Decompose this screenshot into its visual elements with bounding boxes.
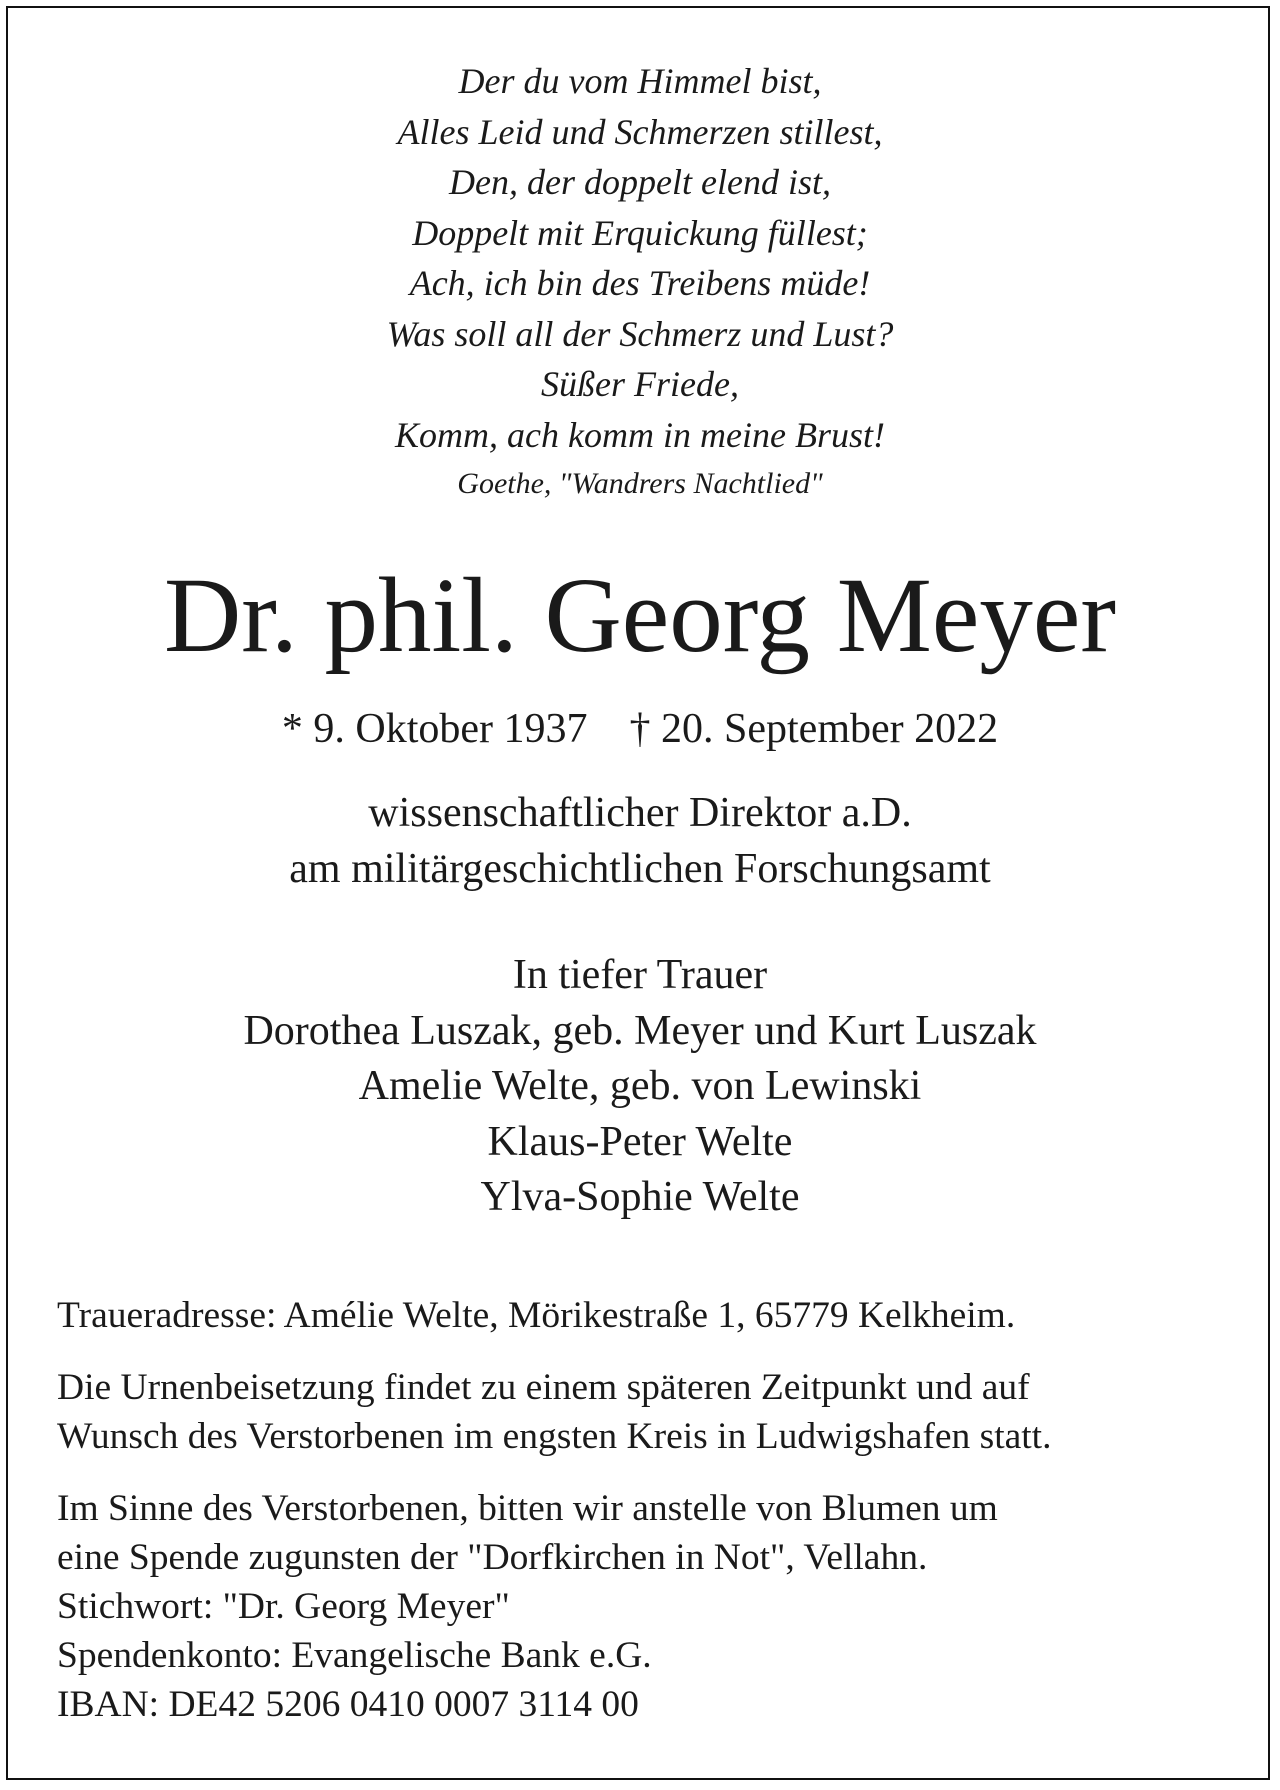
poem-line: Komm, ach komm in meine Brust! bbox=[395, 414, 885, 455]
poem-line: Der du vom Himmel bist, bbox=[458, 61, 822, 101]
death-date: † 20. September 2022 bbox=[629, 706, 999, 752]
mourners bbox=[0, 948, 1280, 1226]
mourner-name: Klaus-Peter Welte bbox=[487, 1118, 793, 1165]
life-dates bbox=[0, 704, 1280, 754]
birth-date: * 9. Oktober 1937 bbox=[281, 706, 588, 752]
donation-notice bbox=[57, 1484, 1257, 1729]
poem-source: Goethe, "Wandrers Nachtlied" bbox=[457, 467, 823, 500]
donation-account: Spendenkonto: Evangelische Bank e.G. bbox=[57, 1635, 652, 1676]
title-line: wissenschaftlicher Direktor a.D. bbox=[368, 790, 912, 836]
donation-line: eine Spende zugunsten der "Dorfkirchen in Not", Vellahn. bbox=[57, 1537, 928, 1578]
donation-line: Im Sinne des Verstorbenen, bitten wir anstelle von Blumen um bbox=[57, 1488, 998, 1529]
poem-line: Süßer Friede, bbox=[541, 364, 739, 404]
mourning-intro: In tiefer Trauer bbox=[512, 952, 768, 998]
mourner-name: Dorothea Luszak, geb. Meyer und Kurt Luszak bbox=[243, 1007, 1037, 1054]
address-line: Traueradresse: Amélie Welte, Mörikestraße 1, 65779 Kelkheim. bbox=[57, 1295, 1016, 1336]
poem-line: Den, der doppelt elend ist, bbox=[449, 162, 831, 202]
poem-line: Alles Leid und Schmerzen stillest, bbox=[397, 111, 883, 152]
mourner-name: Amelie Welte, geb. von Lewinski bbox=[358, 1063, 922, 1109]
deceased-name: Dr. phil. Georg Meyer bbox=[164, 557, 1116, 675]
donation-keyword: Stichwort: "Dr. Georg Meyer" bbox=[57, 1586, 510, 1627]
burial-line: Die Urnenbeisetzung findet zu einem späteren Zeitpunkt und auf bbox=[57, 1367, 1030, 1408]
mourning-address bbox=[57, 1291, 1257, 1340]
title-line: am militärgeschichtlichen Forschungsamt bbox=[289, 846, 991, 892]
poem bbox=[0, 56, 1280, 508]
professional-title bbox=[0, 785, 1280, 897]
burial-line: Wunsch des Verstorbenen im engsten Kreis in Ludwigshafen statt. bbox=[57, 1416, 1052, 1457]
burial-notice bbox=[57, 1363, 1257, 1461]
poem-line: Doppelt mit Erquickung füllest; bbox=[412, 212, 868, 253]
mourner-name: Ylva-Sophie Welte bbox=[480, 1174, 800, 1220]
poem-line: Ach, ich bin des Treibens müde! bbox=[409, 263, 871, 303]
poem-line: Was soll all der Schmerz und Lust? bbox=[386, 313, 894, 354]
donation-iban: IBAN: DE42 5206 0410 0007 3114 00 bbox=[57, 1684, 639, 1725]
